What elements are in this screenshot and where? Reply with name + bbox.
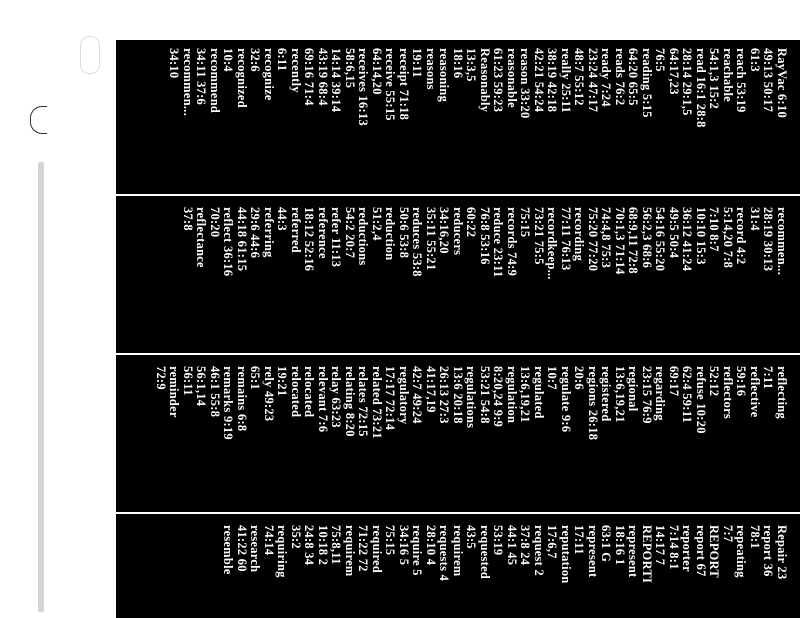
index-entry: 44:1 45 bbox=[505, 525, 519, 566]
index-page bbox=[116, 40, 800, 618]
index-entry: report 67 bbox=[694, 525, 708, 577]
index-entry: requiring bbox=[275, 525, 290, 578]
index-entry: 13:6 20:18 bbox=[451, 366, 465, 424]
index-entry: reachable bbox=[721, 48, 735, 103]
index-entry: relocated bbox=[302, 366, 317, 418]
index-column-1 bbox=[116, 40, 800, 180]
index-entry: 10:4 bbox=[221, 48, 236, 72]
index-entry: regarding bbox=[653, 366, 668, 421]
index-entry: recognized bbox=[235, 48, 249, 108]
index-entry: 58:6,15 bbox=[343, 48, 357, 89]
index-entry: reputation bbox=[559, 525, 573, 584]
index-entry: 65:1 bbox=[248, 366, 263, 390]
index-entry: 74:14 bbox=[262, 525, 276, 556]
index-entry: request 2 bbox=[532, 525, 546, 576]
index-entry: reduces 53:8 bbox=[410, 207, 425, 277]
index-entry: Repair 23 bbox=[775, 525, 789, 580]
index-entry: 35:2 bbox=[289, 525, 303, 549]
index-entry: 75:8,11 bbox=[329, 525, 344, 565]
index-entry: reads 76:2 bbox=[613, 48, 627, 106]
index-entry: 63:1 G bbox=[599, 525, 614, 563]
index-entry: 14:14 39:14 bbox=[329, 48, 344, 113]
index-entry: 41:17,19 bbox=[424, 366, 438, 413]
index-entry: recently bbox=[289, 48, 303, 93]
index-entry: 43:19 68:4 bbox=[316, 48, 330, 106]
index-entry: 52:12 bbox=[707, 366, 722, 397]
index-entry: 13:3,5 bbox=[464, 48, 479, 82]
index-entry: 34:10 bbox=[167, 48, 182, 79]
index-entry: report 36 bbox=[761, 525, 776, 577]
index-entry: requirem bbox=[451, 525, 465, 577]
index-entry: rely 49:23 bbox=[262, 366, 276, 422]
index-entry: 54:2 20:7 bbox=[343, 207, 357, 259]
margin-scan-line bbox=[38, 162, 44, 612]
index-entry: 49:13 50:17 bbox=[761, 48, 776, 113]
index-entry: 64:20 65:5 bbox=[626, 48, 641, 106]
index-entry: 24:8 34 bbox=[302, 525, 317, 566]
index-entry: related 73:21 bbox=[370, 366, 384, 439]
index-entry: regulations bbox=[464, 366, 479, 429]
index-entry: 44:3 bbox=[275, 207, 290, 231]
index-entry: relates 72:15 bbox=[356, 366, 371, 437]
index-entry: 56:1,14 bbox=[194, 366, 209, 407]
index-entry: regulate 9:6 bbox=[559, 366, 573, 433]
index-entry: 70:20 bbox=[208, 207, 222, 238]
column-divider bbox=[116, 353, 800, 355]
index-entry: REPORTI bbox=[640, 525, 654, 584]
index-entry: refer 11:13 bbox=[329, 207, 344, 268]
index-entry: 78:1 bbox=[748, 525, 762, 549]
index-column-3 bbox=[116, 358, 800, 498]
index-entry: requests 4 bbox=[437, 525, 452, 582]
index-entry: remarks 9:19 bbox=[221, 366, 236, 440]
index-entry: Reasonably bbox=[478, 48, 492, 113]
index-entry: 36:12 41:24 bbox=[680, 207, 695, 272]
index-entry: 73:21 75:5 bbox=[532, 207, 546, 265]
index-entry: 42:7 49:24 bbox=[410, 366, 425, 424]
index-entry: 31:4 bbox=[748, 207, 762, 231]
index-entry: 8:20,24 9:9 bbox=[491, 366, 506, 428]
index-entry: referring bbox=[262, 207, 276, 258]
index-entry: receive 55:15 bbox=[383, 48, 398, 121]
index-entry: requested bbox=[478, 525, 492, 580]
index-entry: 23:15 76:9 bbox=[640, 366, 654, 424]
index-entry: research bbox=[248, 525, 263, 573]
index-entry: 5:14,20 7:8 bbox=[721, 207, 735, 269]
index-entry: receipt 71:18 bbox=[397, 48, 411, 121]
index-entry: 18:12 52:16 bbox=[302, 207, 317, 272]
index-entry: 56:2,3 68:6 bbox=[640, 207, 654, 269]
index-entry: 69:17 bbox=[667, 366, 681, 397]
index-entry: refuse 10:20 bbox=[694, 366, 708, 434]
index-entry: 49:5 50:4 bbox=[667, 207, 681, 259]
index-entry: 75:20 77:20 bbox=[586, 207, 600, 272]
index-entry: relay 63:23 bbox=[329, 366, 344, 428]
index-entry: relevant 7:6 bbox=[316, 366, 330, 433]
index-entry: reach 53:19 bbox=[734, 48, 749, 113]
index-entry: reasoning bbox=[437, 48, 452, 103]
index-entry: 13:6,19,21 bbox=[518, 366, 533, 423]
index-entry: reminder bbox=[167, 366, 182, 418]
index-entry: 54:16 55:20 bbox=[653, 207, 668, 272]
index-entry: remains 6:8 bbox=[235, 366, 249, 432]
index-entry: 34:11 37:6 bbox=[194, 48, 209, 106]
index-entry: repeating bbox=[734, 525, 749, 578]
margin-bracket-mark bbox=[30, 106, 47, 134]
index-entry: relocated bbox=[289, 366, 303, 418]
index-entry: 50:6 53:8 bbox=[397, 207, 411, 259]
index-entry: records 74:9 bbox=[505, 207, 519, 277]
index-entry: 29:6 44:6 bbox=[248, 207, 263, 259]
rotated-index-content bbox=[116, 40, 800, 618]
index-entry: 19:21 bbox=[275, 366, 290, 397]
index-entry: 14:17 7 bbox=[653, 525, 668, 566]
punch-hole bbox=[80, 36, 100, 74]
index-entry: receives 16:13 bbox=[356, 48, 371, 126]
index-entry: 75:15 bbox=[518, 207, 533, 238]
index-entry: 60:22 bbox=[464, 207, 479, 238]
index-entry: 46:1 55:8 bbox=[208, 366, 222, 418]
index-entry: regulated bbox=[532, 366, 546, 419]
index-entry: 48:7 55:12 bbox=[572, 48, 587, 106]
index-entry: 37:8 bbox=[181, 207, 195, 231]
index-entry: RayVac 6:10 bbox=[775, 48, 789, 118]
index-entry: represent bbox=[626, 525, 641, 578]
index-entry: 34:16 5 bbox=[397, 525, 411, 566]
index-entry: 7:14 8:1 bbox=[667, 525, 681, 570]
index-entry: 54:1,3 15:2 bbox=[707, 48, 722, 110]
index-entry: reasonable bbox=[505, 48, 519, 108]
index-entry: 37:8 24 bbox=[518, 525, 533, 566]
index-entry: reflectors bbox=[721, 366, 735, 419]
index-entry: 17:11 bbox=[572, 525, 587, 555]
index-entry: recordkeep... bbox=[545, 207, 560, 280]
index-entry: 69:16 71:4 bbox=[302, 48, 317, 106]
index-entry: 77:11 76:13 bbox=[559, 207, 573, 271]
index-entry: reading 5:15 bbox=[640, 48, 654, 118]
index-entry: 53:19 bbox=[491, 525, 506, 556]
index-entry: 18:16 1 bbox=[613, 525, 627, 566]
index-entry: required bbox=[370, 525, 384, 574]
index-entry: 43:5 bbox=[464, 525, 479, 549]
index-entry: reason 33:20 bbox=[518, 48, 533, 119]
index-entry: relating 8:20 bbox=[343, 366, 357, 437]
index-entry: 20:6 bbox=[572, 366, 587, 390]
index-entry: regional bbox=[626, 366, 641, 412]
index-entry: 72:9 bbox=[154, 366, 168, 390]
index-entry: 10:7 bbox=[545, 366, 560, 390]
index-entry: 61:3 bbox=[748, 48, 762, 72]
index-entry: 17:6,7 bbox=[545, 525, 560, 559]
index-entry: 74:4,8 75:3 bbox=[599, 207, 614, 269]
index-entry: 10:18 2 bbox=[316, 525, 330, 566]
index-entry: record 4:2 bbox=[734, 207, 749, 265]
index-column-2 bbox=[116, 199, 800, 339]
index-entry: 26:13 27:3 bbox=[437, 366, 452, 424]
index-entry: registered bbox=[599, 366, 614, 422]
index-entry: read 16:1 28:8 bbox=[694, 48, 708, 128]
index-entry: 76:8 53:16 bbox=[478, 207, 492, 265]
index-entry: 34:16,20 bbox=[437, 207, 452, 254]
index-entry: reference bbox=[316, 207, 330, 259]
index-entry: 13:6,19,21 bbox=[613, 366, 627, 423]
index-entry: 10:10 15:3 bbox=[694, 207, 708, 265]
index-entry: 32:6 bbox=[248, 48, 263, 72]
index-entry: 76:5 bbox=[653, 48, 668, 72]
index-entry: 64:17,23 bbox=[667, 48, 681, 95]
index-entry: reporter bbox=[680, 525, 695, 572]
index-entry: ready 7:24 bbox=[599, 48, 614, 107]
index-entry: regulatory bbox=[397, 366, 411, 425]
index-entry: represent bbox=[586, 525, 600, 578]
index-entry: recognize bbox=[262, 48, 276, 101]
index-entry: requirem bbox=[343, 525, 357, 577]
index-entry: 28:10 4 bbox=[424, 525, 438, 566]
index-entry: 7:10 8:7 bbox=[707, 207, 722, 252]
index-entry: 51:2,4 bbox=[370, 207, 384, 241]
index-entry: 19:11 bbox=[410, 48, 425, 78]
index-entry: regulation bbox=[505, 366, 519, 424]
index-entry: reductions bbox=[356, 207, 371, 266]
index-entry: 62:4 59:11 bbox=[680, 366, 695, 424]
index-entry: reflectance bbox=[194, 207, 209, 268]
index-entry: 35:11 55:21 bbox=[424, 207, 438, 271]
index-entry: reduction bbox=[383, 207, 398, 261]
index-entry: 75:15 bbox=[383, 525, 398, 556]
index-entry: recommend bbox=[208, 48, 222, 114]
column-divider bbox=[116, 512, 800, 514]
index-entry: 71:22 72 bbox=[356, 525, 371, 572]
index-entry: reduce 23:11 bbox=[491, 207, 506, 278]
index-entry: reducers bbox=[451, 207, 465, 256]
index-entry: recommen... bbox=[181, 48, 195, 117]
index-entry: 6:11 bbox=[275, 48, 290, 72]
index-entry: referred bbox=[289, 207, 303, 253]
index-column-4 bbox=[116, 517, 800, 618]
index-entry: 42:21 54:24 bbox=[532, 48, 546, 113]
index-entry: 17:17 72:14 bbox=[383, 366, 398, 431]
index-entry: recommen... bbox=[775, 207, 789, 276]
index-entry: 53:21 54:8 bbox=[478, 366, 492, 424]
index-entry: 7:11 bbox=[761, 366, 776, 390]
index-entry: 28:14 29:1,5 bbox=[680, 48, 695, 116]
index-entry: 68:9,11 72:8 bbox=[626, 207, 641, 274]
index-entry: reflective bbox=[748, 366, 762, 418]
column-divider bbox=[116, 194, 800, 196]
index-entry: 61:23 59:23 bbox=[491, 48, 506, 113]
index-entry: regions 26:18 bbox=[586, 366, 600, 441]
index-entry: 64:14,20 bbox=[370, 48, 384, 95]
index-entry: REPORT bbox=[707, 525, 722, 578]
index-entry: 23:24 47:17 bbox=[586, 48, 600, 113]
index-entry: reflecting bbox=[775, 366, 789, 419]
index-entry: 56:11 bbox=[181, 366, 195, 396]
index-entry: 70:1,3 71:14 bbox=[613, 207, 627, 275]
index-entry: really 25:11 bbox=[559, 48, 573, 113]
index-entry: reasons bbox=[424, 48, 438, 90]
index-entry: 18:16 bbox=[451, 48, 465, 79]
index-entry: 7:7 bbox=[721, 525, 735, 543]
index-entry: 59:16 bbox=[734, 366, 749, 397]
index-entry: 44:18 61:15 bbox=[235, 207, 249, 272]
index-entry: 38:19 42:18 bbox=[545, 48, 560, 113]
index-entry: reflect 36:16 bbox=[221, 207, 236, 277]
index-entry: require 5 bbox=[410, 525, 425, 576]
index-entry: resemble bbox=[221, 525, 236, 575]
index-entry: 41:22 60 bbox=[235, 525, 249, 572]
index-entry: recording bbox=[572, 207, 587, 262]
index-entry: 28:19 30:13 bbox=[761, 207, 776, 272]
